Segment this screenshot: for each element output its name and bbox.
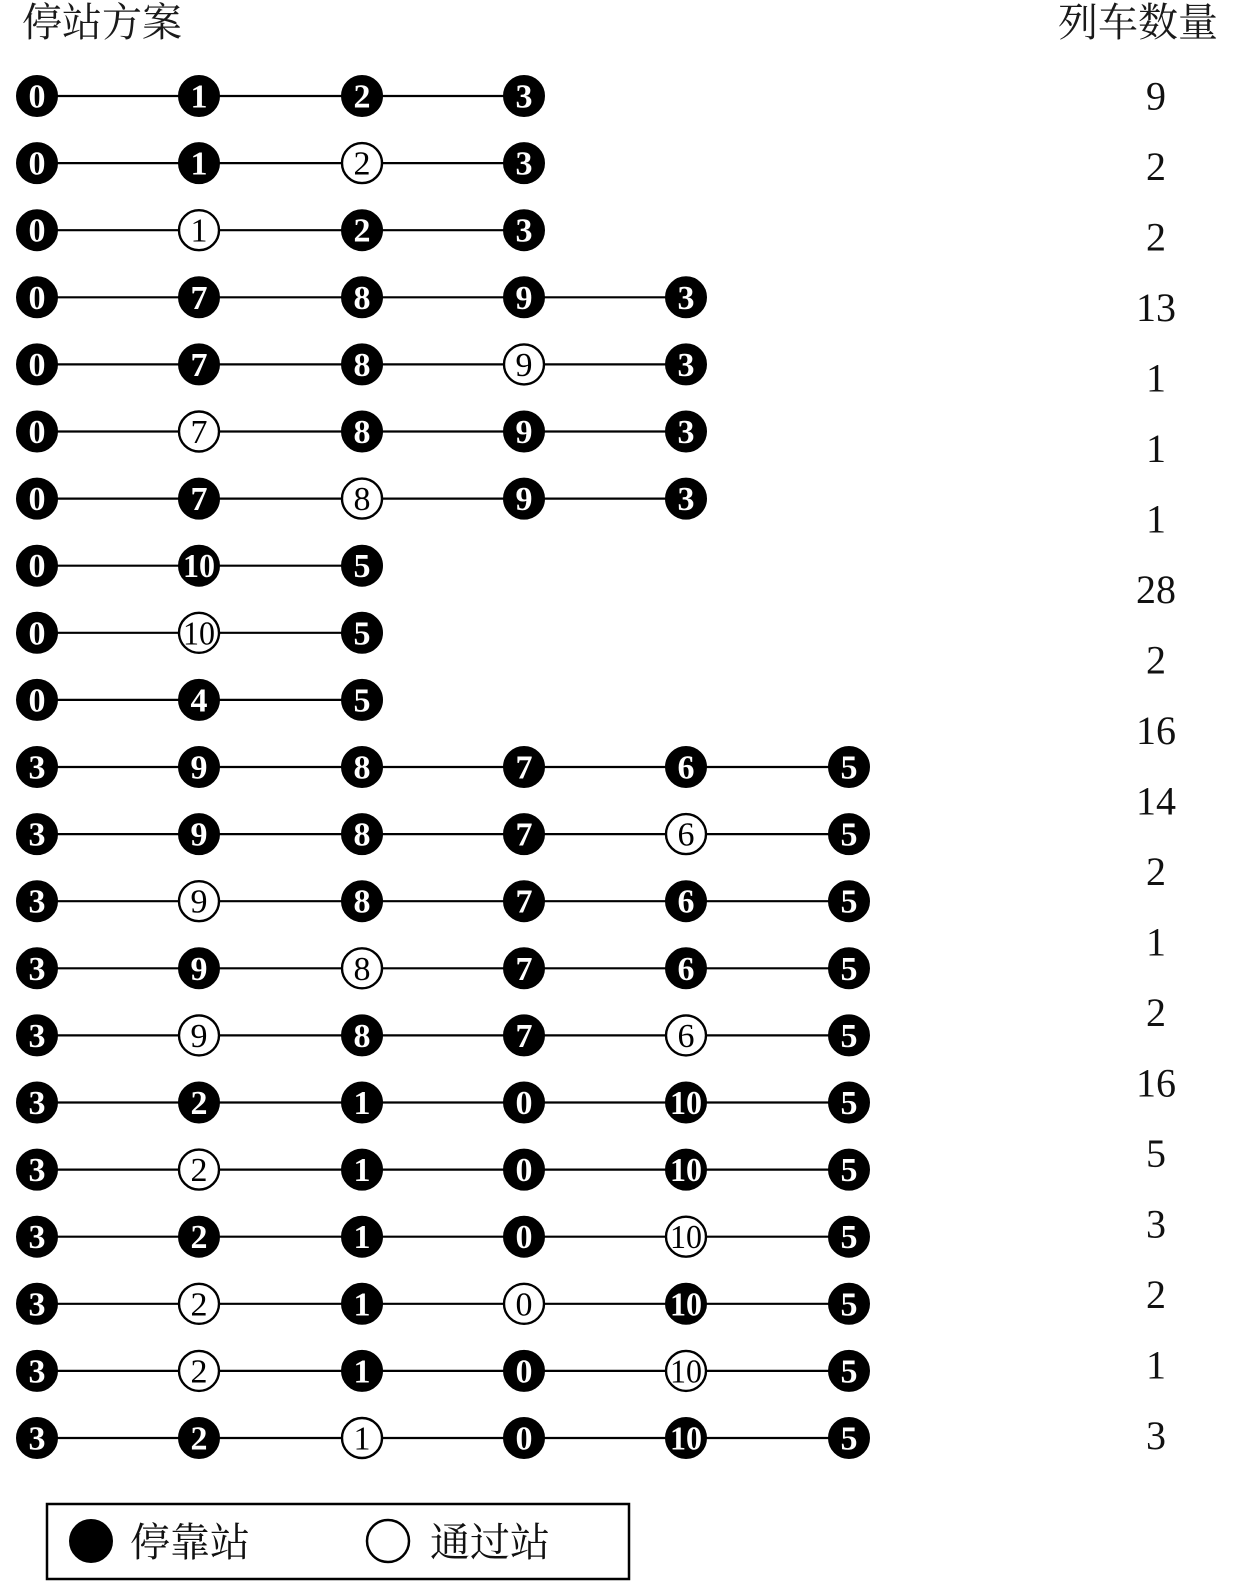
- stop-station-node: [342, 680, 382, 720]
- pass-station-node: [666, 1351, 706, 1391]
- pass-station-node: [666, 1015, 706, 1055]
- station-number: 5: [840, 1017, 858, 1055]
- stop-station-node: [342, 1150, 382, 1190]
- station-number: 0: [515, 1219, 533, 1257]
- station-number: 6: [677, 950, 695, 988]
- station-number: 3: [677, 414, 695, 451]
- stop-station-node: [179, 1418, 219, 1458]
- stop-station-node: [829, 1217, 869, 1257]
- station-number: 3: [28, 1017, 46, 1055]
- stop-plan-row: [17, 1351, 869, 1391]
- stop-station-node: [179, 1083, 219, 1123]
- station-number: 10: [670, 1420, 702, 1458]
- stop-station-node: [17, 546, 57, 586]
- station-number: 3: [677, 279, 695, 317]
- stop-station-node: [666, 1083, 706, 1123]
- stop-station-node: [17, 412, 57, 452]
- stop-station-node: [829, 948, 869, 988]
- stop-station-node: [666, 344, 706, 384]
- stop-station-node: [342, 412, 382, 452]
- station-number: 0: [515, 1085, 533, 1122]
- station-number: 5: [840, 1085, 858, 1122]
- station-number: 3: [28, 950, 46, 988]
- stop-station-node: [342, 1217, 382, 1257]
- pass-station-node: [342, 1418, 382, 1458]
- stop-station-node: [666, 881, 706, 921]
- station-number: 8: [353, 950, 371, 988]
- station-number: 7: [190, 346, 208, 384]
- station-number: 5: [840, 1152, 858, 1190]
- stop-station-node: [666, 479, 706, 519]
- stop-plan-row: [17, 1217, 869, 1257]
- station-number: 3: [677, 481, 695, 519]
- pass-station-node: [179, 1015, 219, 1055]
- stop-station-node: [504, 143, 544, 183]
- station-number: 1: [353, 1219, 371, 1257]
- stop-plan-row: [17, 76, 544, 116]
- station-number: 2: [190, 1286, 208, 1324]
- station-number: 2: [190, 1085, 208, 1122]
- stop-station-node: [504, 948, 544, 988]
- station-number: 7: [515, 883, 533, 921]
- station-number: 6: [677, 1017, 695, 1055]
- train-count: 2: [1146, 637, 1166, 683]
- station-number: 10: [670, 1353, 702, 1391]
- station-number: 2: [353, 212, 371, 250]
- station-number: 0: [515, 1152, 533, 1190]
- train-count: 16: [1136, 1060, 1176, 1106]
- pass-station-node: [179, 1351, 219, 1391]
- stop-station-node: [504, 1150, 544, 1190]
- station-number: 1: [190, 212, 208, 250]
- station-number: 2: [353, 145, 371, 183]
- stop-plan-row: [17, 479, 706, 519]
- station-number: 5: [353, 548, 371, 586]
- stop-station-node: [666, 1150, 706, 1190]
- station-number: 1: [353, 1085, 371, 1122]
- stop-station-node: [17, 210, 57, 250]
- train-count: 5: [1146, 1131, 1166, 1176]
- pass-station-node: [342, 948, 382, 988]
- stop-station-node: [17, 76, 57, 116]
- pass-station-node: [179, 210, 219, 250]
- stop-station-node: [17, 479, 57, 519]
- station-number: 3: [28, 816, 46, 854]
- station-number: 7: [515, 1017, 533, 1055]
- stop-station-node: [504, 479, 544, 519]
- train-count: 13: [1136, 285, 1176, 330]
- stop-plan-row: [17, 1418, 869, 1458]
- stop-plan-row: [17, 948, 869, 988]
- station-number: 3: [515, 145, 533, 183]
- train-count: 2: [1146, 144, 1166, 189]
- station-number: 0: [28, 615, 46, 653]
- station-number: 3: [515, 212, 533, 250]
- stop-plan-row: [17, 143, 544, 183]
- stop-station-node: [504, 881, 544, 921]
- stop-station-node: [342, 814, 382, 854]
- station-number: 10: [670, 1152, 702, 1190]
- train-count: 28: [1136, 567, 1176, 612]
- pass-station-node: [342, 143, 382, 183]
- stop-station-node: [179, 344, 219, 384]
- pass-station-node: [666, 1217, 706, 1257]
- stop-station-node: [342, 76, 382, 116]
- station-number: 2: [190, 1219, 208, 1257]
- station-number: 0: [28, 346, 46, 384]
- station-number: 7: [190, 414, 208, 451]
- station-number: 5: [840, 1353, 858, 1391]
- stop-station-node: [504, 277, 544, 317]
- stop-station-node: [829, 1015, 869, 1055]
- station-number: 5: [353, 615, 371, 653]
- stop-station-node: [179, 680, 219, 720]
- stop-station-node: [17, 1284, 57, 1324]
- stop-plan-row: [17, 814, 869, 854]
- station-number: 9: [515, 414, 533, 451]
- train-count: 2: [1146, 214, 1166, 260]
- stop-station-node: [17, 1083, 57, 1123]
- station-number: 6: [677, 816, 695, 854]
- station-number: 10: [670, 1219, 702, 1257]
- station-number: 9: [190, 816, 208, 854]
- station-number: 3: [28, 1353, 46, 1391]
- pass-station-legend-label: 通过站: [430, 1520, 550, 1566]
- stop-station-node: [17, 143, 57, 183]
- stop-plan-rows: [17, 76, 869, 1458]
- stop-station-legend-icon: [70, 1520, 112, 1562]
- station-number: 0: [28, 145, 46, 183]
- station-number: 7: [515, 816, 533, 854]
- stop-station-node: [666, 277, 706, 317]
- station-number: 7: [515, 950, 533, 988]
- station-number: 0: [28, 78, 46, 116]
- station-number: 0: [28, 414, 46, 451]
- pass-station-node: [179, 881, 219, 921]
- stop-station-node: [342, 344, 382, 384]
- station-number: 0: [28, 682, 46, 720]
- stop-plan-row: [17, 680, 382, 720]
- station-number: 7: [515, 749, 533, 787]
- stop-station-node: [17, 344, 57, 384]
- train-count: 1: [1146, 426, 1166, 471]
- station-number: 3: [28, 883, 46, 921]
- stop-plan-row: [17, 546, 382, 586]
- stop-station-node: [504, 412, 544, 452]
- station-number: 9: [515, 481, 533, 519]
- station-number: 6: [677, 749, 695, 787]
- stop-plan-row: [17, 1150, 869, 1190]
- stop-station-node: [829, 814, 869, 854]
- stop-station-node: [666, 1418, 706, 1458]
- pass-station-node: [666, 814, 706, 854]
- stop-plan-row: [17, 881, 869, 921]
- station-number: 3: [28, 1219, 46, 1257]
- stop-plan-row: [17, 613, 382, 653]
- stop-station-node: [342, 277, 382, 317]
- station-number: 8: [353, 481, 371, 519]
- station-number: 2: [190, 1420, 208, 1458]
- pass-station-node: [342, 479, 382, 519]
- pass-station-node: [179, 412, 219, 452]
- stop-station-node: [17, 814, 57, 854]
- stop-station-node: [17, 747, 57, 787]
- stop-plan-row: [17, 412, 706, 452]
- stop-station-node: [342, 613, 382, 653]
- train-count: 3: [1146, 1413, 1166, 1458]
- station-number: 0: [515, 1420, 533, 1458]
- train-count: 2: [1146, 990, 1166, 1035]
- station-number: 10: [183, 548, 215, 586]
- station-number: 1: [353, 1420, 371, 1458]
- stop-station-node: [504, 1015, 544, 1055]
- stop-station-node: [342, 1015, 382, 1055]
- stop-plan-row: [17, 1083, 869, 1123]
- station-number: 2: [353, 78, 371, 116]
- station-number: 6: [677, 883, 695, 921]
- stop-plan-row: [17, 344, 706, 384]
- station-number: 5: [840, 950, 858, 988]
- station-number: 9: [190, 1017, 208, 1055]
- station-number: 3: [28, 1286, 46, 1324]
- train-count: 1: [1146, 355, 1166, 401]
- stop-station-node: [179, 546, 219, 586]
- station-number: 1: [353, 1353, 371, 1391]
- stop-station-node: [829, 1418, 869, 1458]
- stop-station-node: [17, 277, 57, 317]
- pass-station-node: [504, 344, 544, 384]
- station-number: 9: [190, 749, 208, 787]
- stop-station-node: [829, 747, 869, 787]
- stop-station-node: [829, 1351, 869, 1391]
- train-count: 9: [1146, 73, 1166, 119]
- stop-station-node: [342, 546, 382, 586]
- stop-station-node: [17, 1015, 57, 1055]
- plan-title: 停站方案: [22, 0, 182, 46]
- stop-station-node: [179, 277, 219, 317]
- station-number: 5: [353, 682, 371, 720]
- train-count: 14: [1136, 778, 1176, 824]
- station-number: 0: [28, 481, 46, 519]
- train-count: 16: [1136, 708, 1176, 753]
- station-number: 7: [190, 279, 208, 317]
- train-count: 1: [1146, 1342, 1166, 1388]
- station-number: 5: [840, 816, 858, 854]
- station-number: 5: [840, 1420, 858, 1458]
- stop-station-node: [342, 1083, 382, 1123]
- stop-station-node: [179, 747, 219, 787]
- station-number: 9: [515, 279, 533, 317]
- station-number: 1: [190, 145, 208, 183]
- stop-station-node: [342, 747, 382, 787]
- stop-station-node: [504, 814, 544, 854]
- stop-station-node: [666, 412, 706, 452]
- stop-station-node: [504, 1217, 544, 1257]
- station-number: 3: [515, 78, 533, 116]
- station-number: 1: [190, 78, 208, 116]
- station-number: 5: [840, 883, 858, 921]
- train-count: 3: [1146, 1201, 1166, 1247]
- stop-station-node: [829, 1150, 869, 1190]
- pass-station-node: [179, 1150, 219, 1190]
- station-number: 5: [840, 749, 858, 787]
- stop-station-node: [504, 1351, 544, 1391]
- station-number: 0: [515, 1353, 533, 1391]
- pass-station-legend-icon: [367, 1520, 409, 1562]
- stop-station-node: [666, 948, 706, 988]
- stop-station-node: [179, 948, 219, 988]
- stop-station-node: [342, 210, 382, 250]
- station-number: 10: [670, 1085, 702, 1122]
- station-number: 5: [840, 1219, 858, 1257]
- station-number: 8: [353, 414, 371, 451]
- stop-station-node: [504, 1083, 544, 1123]
- stop-plan-row: [17, 747, 869, 787]
- station-number: 3: [28, 1085, 46, 1122]
- stop-station-node: [179, 479, 219, 519]
- stop-station-node: [829, 1083, 869, 1123]
- station-number: 1: [353, 1152, 371, 1190]
- train-count: 1: [1146, 496, 1166, 542]
- train-count: 1: [1146, 919, 1166, 965]
- stop-station-node: [17, 613, 57, 653]
- station-number: 8: [353, 816, 371, 854]
- stop-station-node: [179, 76, 219, 116]
- stop-station-node: [17, 680, 57, 720]
- stop-station-node: [666, 747, 706, 787]
- stop-station-node: [17, 1150, 57, 1190]
- stop-plan-row: [17, 277, 706, 317]
- station-number: 8: [353, 1017, 371, 1055]
- station-number: 9: [515, 346, 533, 384]
- station-number: 8: [353, 883, 371, 921]
- pass-station-node: [179, 613, 219, 653]
- station-number: 8: [353, 279, 371, 317]
- stop-station-node: [342, 1351, 382, 1391]
- station-number: 9: [190, 950, 208, 988]
- station-number: 3: [677, 346, 695, 384]
- pass-station-node: [179, 1284, 219, 1324]
- stop-station-node: [829, 1284, 869, 1324]
- stop-station-legend-label: 停靠站: [130, 1520, 250, 1566]
- stop-station-node: [17, 1351, 57, 1391]
- station-number: 9: [190, 883, 208, 921]
- station-number: 4: [190, 682, 208, 720]
- stop-station-node: [179, 1217, 219, 1257]
- station-number: 3: [28, 1152, 46, 1190]
- stop-station-node: [17, 881, 57, 921]
- stop-station-node: [504, 210, 544, 250]
- station-number: 0: [515, 1286, 533, 1324]
- station-number: 1: [353, 1286, 371, 1324]
- pass-station-node: [504, 1284, 544, 1324]
- station-number: 0: [28, 548, 46, 586]
- stop-station-node: [17, 1418, 57, 1458]
- stop-station-node: [342, 881, 382, 921]
- station-number: 10: [670, 1286, 702, 1324]
- station-number: 10: [183, 615, 215, 653]
- station-number: 8: [353, 749, 371, 787]
- stop-station-node: [179, 814, 219, 854]
- station-number: 0: [28, 212, 46, 250]
- station-number: 8: [353, 346, 371, 384]
- stop-station-node: [504, 76, 544, 116]
- station-number: 5: [840, 1286, 858, 1324]
- station-number: 7: [190, 481, 208, 519]
- legend: [47, 1504, 629, 1579]
- stop-plan-row: [17, 1015, 869, 1055]
- station-number: 3: [28, 1420, 46, 1458]
- stop-station-node: [179, 143, 219, 183]
- station-number: 2: [190, 1353, 208, 1391]
- station-number: 2: [190, 1152, 208, 1190]
- stop-plan-row: [17, 1284, 869, 1324]
- train-count-column: [1136, 74, 1176, 1459]
- station-number: 3: [28, 749, 46, 787]
- stop-station-node: [829, 881, 869, 921]
- train-count: 2: [1146, 1272, 1166, 1317]
- stop-station-node: [17, 1217, 57, 1257]
- stop-plan-row: [17, 210, 544, 250]
- count-title: 列车数量: [1058, 0, 1218, 46]
- stop-station-node: [666, 1284, 706, 1324]
- stop-station-node: [17, 948, 57, 988]
- station-number: 0: [28, 279, 46, 317]
- train-count: 2: [1146, 849, 1166, 894]
- stop-station-node: [342, 1284, 382, 1324]
- stop-station-node: [504, 747, 544, 787]
- stop-station-node: [504, 1418, 544, 1458]
